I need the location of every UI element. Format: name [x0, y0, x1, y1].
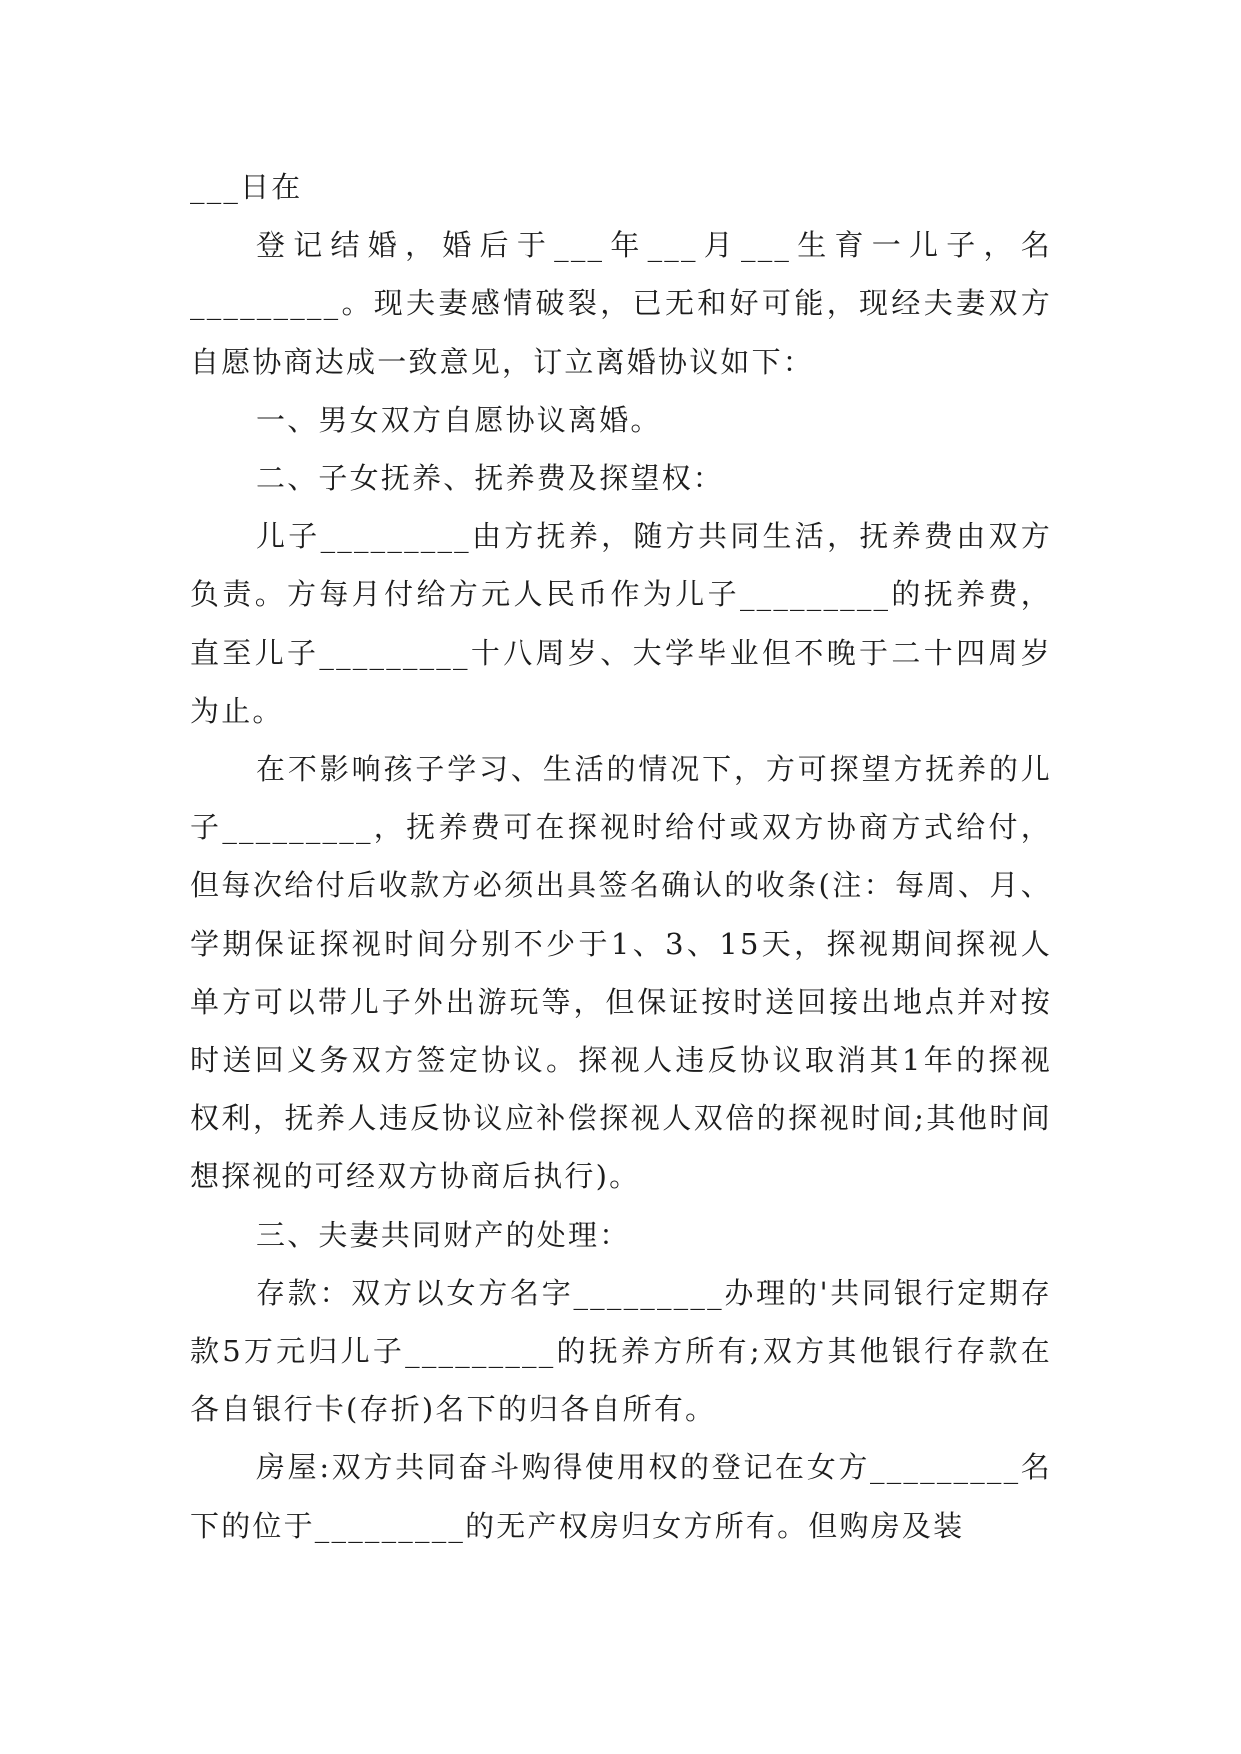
paragraph-clause-1: 一、男女双方自愿协议离婚。 — [256, 402, 662, 437]
paragraph-date-fragment: ___日在 — [190, 170, 303, 204]
paragraph-clause-2-heading: 二、子女抚养、抚养费及探望权： — [256, 461, 725, 496]
paragraph-house: 房屋:双方共同奋斗购得使用权的登记在女方_________名下的位于_________的无产权房归女方所有。但购房及装 — [190, 1450, 1052, 1543]
paragraph-deposits: 存款：双方以女方名字_________办理的'共同银行定期存款5万元归儿子_________的抚养方所有;双方其他银行存款在各自银行卡(存折)名下的归各自所有。 — [190, 1275, 1052, 1427]
paragraph-marriage-intro: 登记结婚，婚后于___年___月___生育一儿子，名_________。现夫妻感情破裂，已无和好可能，现经夫妻双方自愿协商达成一致意见，订立离婚协议如下： — [190, 228, 1052, 379]
document-body — [190, 158, 1052, 1555]
paragraph-visitation: 在不影响孩子学习、生活的情况下，方可探望方抚养的儿子_________，抚养费可在探视时给付或双方协商方式给付，但每次给付后收款方必须出具签名确认的收条(注：每周、月、学期保证探视时间分别不少于1、3、15天，探视期间探视人单方可以带儿子外出游玩等，但保证按时送回接出地点并对按时送回义务双方签定协议。探视人违反协议取消其1年的探视权利，抚养人违反协议应补偿探视人双倍的探视时间;其他时间想探视的可经双方协商后执行)。 — [190, 752, 1052, 1194]
paragraph-child-support: 儿子_________由方抚养，随方共同生活，抚养费由双方负责。方每月付给方元人民币作为儿子_________的抚养费，直至儿子_________十八周岁、大学毕业但不晚于二十四周岁为止。 — [190, 519, 1052, 728]
paragraph-clause-3-heading: 三、夫妻共同财产的处理： — [256, 1217, 631, 1252]
